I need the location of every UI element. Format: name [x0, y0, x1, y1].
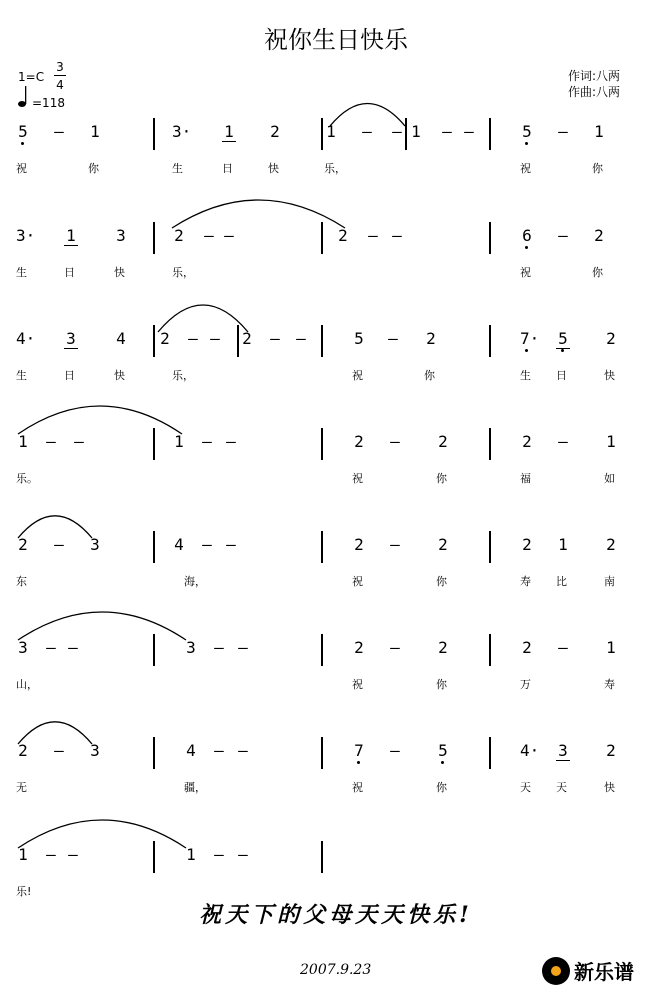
note: 1 [174, 432, 184, 451]
lyric-syllable: 福 [520, 472, 531, 485]
dash-sustain: – [296, 329, 306, 348]
dash-sustain: – [54, 535, 64, 554]
lyric-syllable: 祝 [520, 266, 531, 279]
dash-sustain: – [392, 122, 402, 141]
note: 2 [606, 535, 616, 554]
note: 2 [174, 226, 184, 245]
lyric-syllable: 生 [172, 162, 183, 175]
note: 3 [90, 535, 100, 554]
lyric-syllable: 乐! [16, 885, 32, 898]
dash-sustain: – [392, 226, 402, 245]
dash-sustain: – [270, 329, 280, 348]
logo-text: 新乐谱 [574, 960, 634, 984]
note: 5 [16, 122, 30, 141]
lyric-syllable: 山， [16, 678, 38, 691]
lyric-syllable: 疆， [184, 781, 206, 794]
note: 2 [354, 535, 364, 554]
tie-slur [18, 722, 92, 744]
dash-sustain: – [204, 226, 214, 245]
dash-sustain: – [558, 432, 568, 451]
lyric-syllable: 日 [556, 369, 567, 382]
dash-sustain: – [202, 535, 212, 554]
dash-sustain: – [558, 226, 568, 245]
note: 2 [438, 638, 448, 657]
note: 2 [606, 329, 616, 348]
note: 2 [338, 226, 348, 245]
lyric-syllable: 你 [436, 781, 447, 794]
note: 3 [556, 741, 570, 761]
dash-sustain: – [558, 122, 568, 141]
dash-sustain: – [74, 432, 84, 451]
lyric-syllable: 快 [114, 369, 125, 382]
dash-sustain: – [214, 845, 224, 864]
lyric-syllable: 日 [222, 162, 233, 175]
dash-sustain: – [46, 432, 56, 451]
note: 2 [18, 535, 28, 554]
note: 2 [522, 535, 532, 554]
dash-sustain: – [464, 122, 474, 141]
note: 2 [522, 638, 532, 657]
lyric-syllable: 祝 [16, 162, 27, 175]
note: 1 [594, 122, 604, 141]
lyric-syllable: 乐， [324, 162, 346, 175]
lyric-syllable: 生 [16, 369, 27, 382]
tie-slur [18, 406, 182, 434]
note: 1 [18, 432, 28, 451]
lyric-syllable: 日 [64, 266, 75, 279]
note: 1 [558, 535, 568, 554]
note: 5 [354, 329, 364, 348]
tie-slur [172, 200, 345, 228]
lyricist-credit: 作词:八两 [567, 69, 620, 83]
lyric-syllable: 无 [16, 781, 27, 794]
dash-sustain: – [226, 535, 236, 554]
tie-slur [18, 612, 186, 640]
note: 2 [438, 535, 448, 554]
lyric-syllable: 东 [16, 575, 27, 588]
lyric-syllable: 祝 [352, 472, 363, 485]
dash-sustain: – [68, 638, 78, 657]
dash-sustain: – [224, 226, 234, 245]
dash-sustain: – [368, 226, 378, 245]
tie-slur [330, 104, 405, 127]
note: 5 [436, 741, 450, 760]
lyric-syllable: 天 [556, 781, 567, 794]
tempo-marking: =118 [32, 96, 65, 110]
lyric-syllable: 生 [16, 266, 27, 279]
dash-sustain: – [238, 638, 248, 657]
note: 3 [186, 638, 196, 657]
dash-sustain: – [558, 638, 568, 657]
note: 4 [174, 535, 184, 554]
dash-sustain: – [214, 638, 224, 657]
note: 4· [520, 741, 540, 760]
note: 3· [16, 226, 36, 245]
lyric-syllable: 祝 [352, 575, 363, 588]
dash-sustain: – [68, 845, 78, 864]
lyric-syllable: 祝 [520, 162, 531, 175]
note: 2 [18, 741, 28, 760]
dash-sustain: – [390, 741, 400, 760]
note: 2 [160, 329, 170, 348]
lyric-syllable: 你 [436, 575, 447, 588]
note: 1 [18, 845, 28, 864]
song-title: 祝你生日快乐 [264, 26, 408, 54]
lyric-syllable: 寿 [520, 575, 531, 588]
note: 2 [242, 329, 252, 348]
dash-sustain: – [188, 329, 198, 348]
note: 2 [270, 122, 280, 141]
tie-slur [18, 516, 92, 538]
note: 2 [522, 432, 532, 451]
note: 7· [520, 329, 540, 348]
lyric-syllable: 你 [436, 678, 447, 691]
lyric-syllable: 祝 [352, 369, 363, 382]
note: 5 [520, 122, 534, 141]
dash-sustain: – [202, 432, 212, 451]
note: 3 [116, 226, 126, 245]
lyric-syllable: 快 [604, 781, 615, 794]
lyric-syllable: 乐。 [16, 472, 38, 485]
dash-sustain: – [214, 741, 224, 760]
lyric-syllable: 快 [604, 369, 615, 382]
footer-message: 祝天下的父母天天快乐! [199, 902, 473, 928]
note: 4 [186, 741, 196, 760]
site-logo [542, 956, 634, 985]
note: 1 [411, 122, 421, 141]
note: 1 [64, 226, 78, 246]
lyric-syllable: 你 [436, 472, 447, 485]
time-signature-top: 3 [56, 60, 64, 74]
dash-sustain: – [362, 122, 372, 141]
dash-sustain: – [390, 535, 400, 554]
lyric-syllable: 祝 [352, 781, 363, 794]
note: 3 [18, 638, 28, 657]
lyric-syllable: 万 [520, 678, 531, 691]
note: 1 [186, 845, 196, 864]
dash-sustain: – [54, 741, 64, 760]
lyric-syllable: 快 [268, 162, 279, 175]
note: 3· [172, 122, 192, 141]
lyric-syllable: 寿 [604, 678, 615, 691]
note: 4· [16, 329, 36, 348]
note: 2 [354, 432, 364, 451]
note: 2 [354, 638, 364, 657]
dash-sustain: – [54, 122, 64, 141]
note: 7 [352, 741, 366, 760]
tie-slur [18, 820, 186, 848]
time-signature-bottom: 4 [56, 78, 64, 92]
note: 1 [326, 122, 336, 141]
note: 4 [116, 329, 126, 348]
lyric-syllable: 如 [604, 472, 615, 485]
lyric-syllable: 祝 [352, 678, 363, 691]
dash-sustain: – [388, 329, 398, 348]
dash-sustain: – [442, 122, 452, 141]
lyric-syllable: 海， [184, 575, 206, 588]
dash-sustain: – [210, 329, 220, 348]
dash-sustain: – [46, 638, 56, 657]
note: 3 [90, 741, 100, 760]
dash-sustain: – [46, 845, 56, 864]
note: 1 [606, 638, 616, 657]
lyric-syllable: 你 [592, 266, 603, 279]
dash-sustain: – [390, 638, 400, 657]
note: 3 [64, 329, 78, 349]
record-disc-icon [542, 957, 570, 985]
note: 1 [222, 122, 236, 142]
date-stamp: 2007.9.23 [300, 962, 372, 978]
note: 6 [520, 226, 534, 245]
lyric-syllable: 你 [88, 162, 99, 175]
lyric-syllable: 快 [114, 266, 125, 279]
lyric-syllable: 乐， [172, 266, 194, 279]
lyric-syllable: 日 [64, 369, 75, 382]
lyric-syllable: 你 [592, 162, 603, 175]
lyric-syllable: 你 [424, 369, 435, 382]
composer-credit: 作曲:八两 [567, 85, 620, 99]
note: 2 [426, 329, 436, 348]
tie-slur [158, 305, 248, 332]
note: 2 [606, 741, 616, 760]
lyric-syllable: 乐， [172, 369, 194, 382]
lyric-syllable: 生 [520, 369, 531, 382]
dash-sustain: – [226, 432, 236, 451]
lyric-syllable: 南 [604, 575, 615, 588]
key-signature: 1=C [18, 70, 45, 84]
dash-sustain: – [238, 741, 248, 760]
note: 2 [438, 432, 448, 451]
note: 1 [606, 432, 616, 451]
note: 1 [90, 122, 100, 141]
lyric-syllable: 天 [520, 781, 531, 794]
dash-sustain: – [238, 845, 248, 864]
note: 5 [556, 329, 570, 349]
dash-sustain: – [390, 432, 400, 451]
note: 2 [594, 226, 604, 245]
lyric-syllable: 比 [556, 575, 567, 588]
